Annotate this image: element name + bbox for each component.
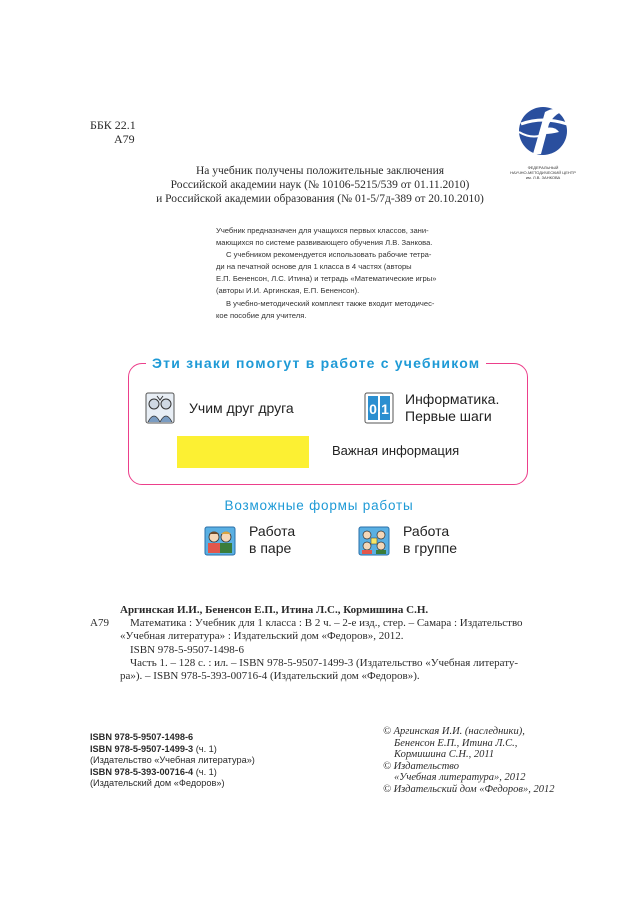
copyright-line-3: Кормишина С.Н., 2011 [394,749,495,761]
approval-line-2: Российской академии наук (№ 10106-5215/539 от 01.11.2010) [170,179,470,191]
pair-work-icon [204,526,232,556]
description-paragraph [216,225,466,249]
informatics-label [405,391,499,425]
legend-title: Эти знаки помогут в работе с учебником [146,355,486,373]
svg-text:1: 1 [381,401,389,417]
group-work-label-2: в группе [403,540,458,556]
description-paragraph [216,249,466,297]
copyright-line-1: © Аргинская И.И. (наследники), [383,726,525,737]
pair-work-label-2: в паре [249,540,292,556]
copyright-line-2: Бененсон Е.П., Итина Л.С., [394,737,518,749]
isbn-part: (ч. 1) [193,743,217,754]
copyright-line-6: © Издательский дом «Федоров», 2012 [383,783,555,795]
isbn-line-3: (Издательство «Учебная литература») [90,755,255,766]
description-line: Учебник предназначен для учащихся первых классов, зани- [216,226,429,235]
biblio-authors: Аргинская И.И., Бененсон Е.П., Итина Л.С., Кормишина С.Н. [120,604,429,616]
isbn-part: (ч. 1) [193,766,217,777]
description-line: Е.П. Бененсон, Л.С. Итина) и тетрадь «Математические игры» [216,274,437,284]
isbn-block [90,732,255,790]
bbk-code: ББК 22.1 [90,118,136,132]
approval-line-1: На учебник получены положительные заключения [195,165,445,177]
description-paragraph [216,298,466,322]
group-work-icon [358,526,386,556]
description-line: кое пособие для учителя. [216,310,307,320]
approval-line-3: и Российской академии образования (№ 01-5/7д-389 от 20.10.2010) [156,193,484,205]
description-line: ди на печатной основе для 1 класса в 4 частях (авторы [216,262,412,272]
copyright-line-5: «Учебная литература», 2012 [394,772,526,784]
informatics-icon [364,392,392,422]
informatics-label-1: Информатика. [405,391,500,407]
isbn-line-4 [90,767,255,779]
description-line: С учебником рекомендуется использовать рабочие тетра- [226,250,432,260]
approvals-block [120,164,520,206]
biblio-text: Математика : Учебник для 1 класса : В 2 ч. – 2-е изд., стер. – Самара : Издательство [130,617,523,630]
isbn-line-1: ISBN 978-5-9507-1498-6 [90,732,194,742]
biblio-line-5: ра»). – ISBN 978-5-393-00716-4 (Издательский дом «Федоров»). [120,670,420,683]
copyright-block [383,726,554,796]
logo-caption-2: НАУЧНО-МЕТОДИЧЕСКИЙ ЦЕНТР [510,170,576,175]
author-mark: А79 [114,132,135,146]
bbk-block [90,118,136,146]
isbn-line-2 [90,744,255,756]
zankov-center-logo-icon [515,102,571,160]
biblio-line-1 [90,617,600,630]
description-line: (авторы И.И. Аргинская, Е.П. Бененсон). [216,286,360,296]
copyright-line-4: © Издательство [383,760,459,772]
textbook-description [216,225,466,322]
biblio-code: А79 [90,617,109,630]
biblio-line-2: «Учебная литература» : Издательский дом «Федоров», 2012. [120,630,404,643]
learn-together-icon [145,392,173,422]
group-work-label-1: Работа [403,523,450,539]
isbn-line-5: (Издательский дом «Федоров») [90,778,225,789]
logo-caption-1: ФЕДЕРАЛЬНЫЙ [527,165,559,170]
bibliographic-record [90,604,600,683]
informatics-label-2: Первые шаги [405,408,492,424]
isbn-number: ISBN 978-5-9507-1499-3 [90,743,194,754]
biblio-line-3: ISBN 978-5-9507-1498-6 [130,643,244,656]
important-info-label: Важная информация [332,443,460,458]
isbn-number: ISBN 978-5-393-00716-4 [90,766,194,777]
important-highlight-swatch [177,436,309,468]
logo-caption-3: им. Л.В. ЗАНКОВА [525,175,561,180]
group-work-label [403,523,457,557]
description-line: В учебно-методический комплект также входит методичес- [226,298,435,308]
biblio-line-4: Часть 1. – 128 с. : ил. – ISBN 978-5-9507-1499-3 (Издательство «Учебная литерату- [130,656,519,669]
pair-work-label [249,523,295,557]
description-line: мающихся по системе развивающего обучения Л.В. Занкова. [216,238,433,248]
work-forms-title: Возможные формы работы [224,498,414,513]
svg-text:0: 0 [369,401,377,417]
learn-together-label: Учим друг друга [189,400,294,416]
pair-work-label-1: Работа [249,523,296,539]
